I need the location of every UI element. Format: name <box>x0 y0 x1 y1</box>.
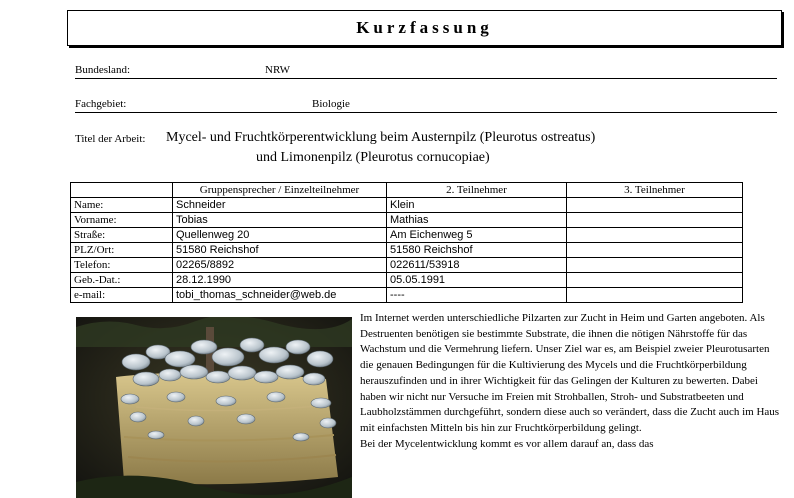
cell-p3 <box>567 288 743 303</box>
titel-line-1: Mycel- und Fruchtkörperentwicklung beim Austernpilz (Pleurotus ostreatus) <box>166 130 596 145</box>
bundesland-row <box>75 62 777 79</box>
cell-p2: Am Eichenweg 5 <box>387 228 567 243</box>
row-label: e-mail: <box>71 288 173 303</box>
fachgebiet-value: Biologie <box>312 98 350 110</box>
cell-p3 <box>567 273 743 288</box>
cell-p1: 51580 Reichshof <box>173 243 387 258</box>
row-label: Name: <box>71 198 173 213</box>
bundesland-value: NRW <box>265 64 291 76</box>
titel-line-2: und Limonenpilz (Pleurotus cornucopiae) <box>256 150 490 165</box>
table-row <box>71 198 743 213</box>
mushroom-photo <box>76 317 352 498</box>
table-row <box>71 273 743 288</box>
header-teilnehmer-2: 2. Teilnehmer <box>387 183 567 198</box>
cell-p1: Quellenweg 20 <box>173 228 387 243</box>
table-row <box>71 258 743 273</box>
cell-p1: tobi_thomas_schneider@web.de <box>173 288 387 303</box>
abstract-paragraph-1: Im Internet werden unterschiedliche Pilzarten zur Zucht in Heim und Garten angeboten. Als Destruenten benötigen sie bestimmte Substrate, die ihnen die nötigen Nährstoffe für das Wachstum und die Vermehrung liefern. Unser Ziel war es, am Beispiel zweier Pleurotusarten die genauen Bedingungen für die Kultivierung des Mycels und die Fruchtkörperbildung herauszufinden und in ihrer Wichtigkeit für das Gelingen der Kulturen zu bewerten. Dabei haben wir nicht nur Versuche im Freien mit Strohballen, Stroh- und Substratbeeten und Laubholzstämmen durchgeführt, sondern diese auch so verändert, dass die Zucht auch im Haus mit einfachsten Mitteln bis hin zur Fruchtkörperbildung gelingt. <box>360 312 780 434</box>
cell-p1: Schneider <box>173 198 387 213</box>
cell-p3 <box>567 243 743 258</box>
cell-p2: 05.05.1991 <box>387 273 567 288</box>
cell-p3 <box>567 198 743 213</box>
cell-p2: ---- <box>387 288 567 303</box>
row-label: Vorname: <box>71 213 173 228</box>
table-header-row <box>71 183 743 198</box>
fachgebiet-row <box>75 96 777 113</box>
cell-p3 <box>567 228 743 243</box>
mushroom-illustration <box>76 317 352 498</box>
cell-p2: 51580 Reichshof <box>387 243 567 258</box>
row-label: Geb.-Dat.: <box>71 273 173 288</box>
cell-p2: Mathias <box>387 213 567 228</box>
table-row <box>71 288 743 303</box>
table-row <box>71 243 743 258</box>
cell-p1: 28.12.1990 <box>173 273 387 288</box>
cell-p2: Klein <box>387 198 567 213</box>
row-label: PLZ/Ort: <box>71 243 173 258</box>
titel-label: Titel der Arbeit: <box>75 133 146 145</box>
header-gruppensprecher: Gruppensprecher / Einzelteilnehmer <box>173 183 387 198</box>
table-row <box>71 213 743 228</box>
cell-p1: Tobias <box>173 213 387 228</box>
abstract-text <box>360 311 780 452</box>
table-row <box>71 228 743 243</box>
participants-table <box>70 182 743 303</box>
cell-p3 <box>567 213 743 228</box>
cell-p1: 02265/8892 <box>173 258 387 273</box>
cell-p2: 022611/53918 <box>387 258 567 273</box>
title-box <box>67 10 782 46</box>
abstract-paragraph-2: Bei der Mycelentwicklung kommt es vor allem darauf an, dass das <box>360 437 654 450</box>
fachgebiet-label: Fachgebiet: <box>75 98 127 110</box>
row-label: Telefon: <box>71 258 173 273</box>
header-empty <box>71 183 173 198</box>
header-teilnehmer-3: 3. Teilnehmer <box>567 183 743 198</box>
cell-p3 <box>567 258 743 273</box>
bundesland-label: Bundesland: <box>75 64 130 76</box>
row-label: Straße: <box>71 228 173 243</box>
page-heading: Kurzfassung <box>356 18 493 37</box>
